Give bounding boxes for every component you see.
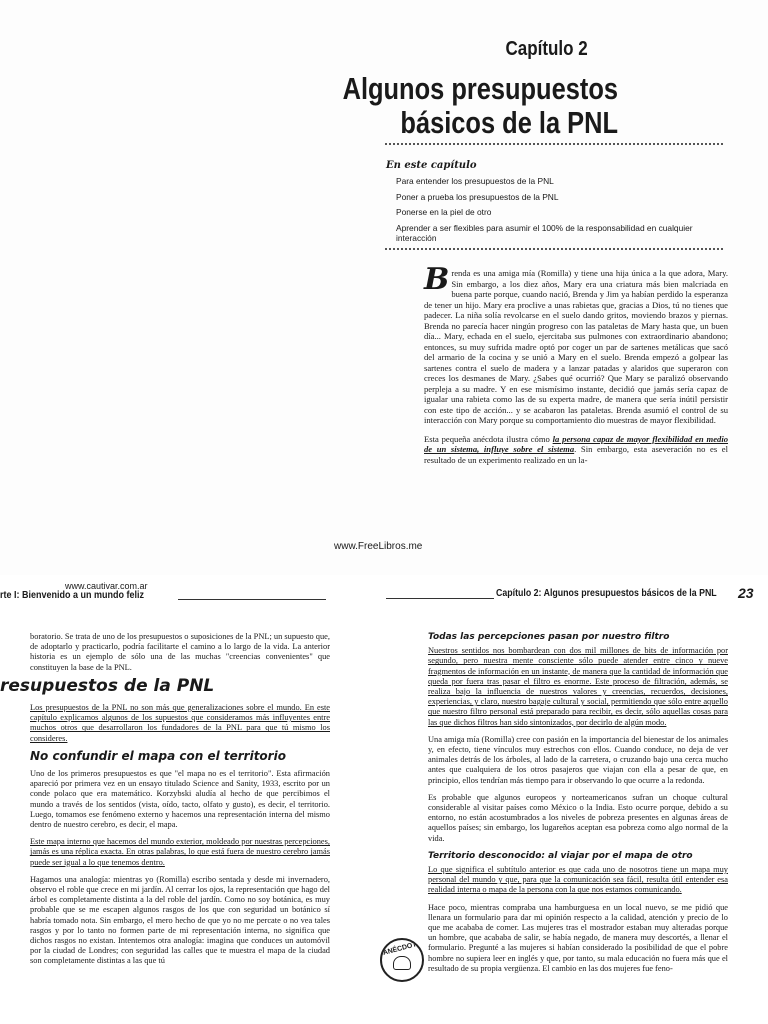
paragraph: Uno de los primeros presupuestos es que "el mapa no es el territorio". Esta afirmación apareció por primera vez en un ensayo titulado Science and Sanity, 1933, escrito por un conde polaco que era matemático. Korzybski aludía al hecho de que percibimos el mundo a través de los sentidos (vista, oído, tacto, olfato y gusto), es decir, el territorio. Luego, tomamos ese fenómeno externo y hacemos una representación interna del mismo dentro de nuestro cerebro, es decir, el mapa. (30, 769, 330, 830)
in-chapter-list (396, 176, 726, 249)
in-chapter-heading: En este capítulo (386, 160, 477, 171)
list-item: Para entender los presupuestos de la PNL (396, 176, 554, 186)
right-column (428, 632, 728, 981)
drop-cap: B (424, 262, 450, 297)
anecdote-icon (380, 938, 424, 982)
story-emphasis: la persona capaz de mayor flexibilidad en medio de un sistema, influye sobre el sistema (424, 433, 729, 454)
chapter-label: Capítulo 2 (505, 38, 588, 60)
paragraph: boratorio. Se trata de uno de los presupuestos o suposiciones de la PNL; un supuesto que, de adoptarlo y practicarlo, podría facilitarte el camino a lo largo de la vida. La anterior historia es un ejemplo de sólo una de las muchas "creencias convenientes" que constituyen la base de la PNL. (30, 632, 330, 672)
paragraph: Nuestros sentidos nos bombardean con dos mil millones de bits de información por segundo, pero nuestra mente consciente sólo puede atender entre cinco y nueve fragmentos de información en un instante, de manera que la cantidad de información que queda por fuera tras pasar el filtro es enorme. Este proceso de filtración, además, se realiza bajo la influencia de nuestros valores y creencias, recuerdos, decisiones, experiencias, y claro, nuestro bagaje cultural y social, permitiendo que sólo entre aquello que nuestro filtro personal está preparado para recibir, es decir, sólo aquellas cosas para las que dichos filtros han sido sintonizados, por decirlo de algún modo. (428, 646, 728, 727)
watermark-cautivar[interactable]: www.cautivar.com.ar (65, 581, 148, 591)
left-column (0, 632, 330, 974)
dotted-divider (385, 143, 723, 145)
subsection-heading: Todas las percepciones pasan por nuestro filtro (428, 632, 670, 642)
face-icon (393, 956, 411, 970)
header-rule (386, 598, 494, 599)
list-item: Aprender a ser flexibles para asumir el 100% de la responsabilidad en cualquier interacción (396, 222, 693, 243)
right-running-header: Capítulo 2: Algunos presupuestos básicos de la PNL (496, 588, 717, 599)
subsection-heading: Territorio desconocido: al viajar por el mapa de otro (428, 850, 693, 861)
header-rule (178, 599, 326, 600)
subsection-heading: No confundir el mapa con el territorio (30, 748, 286, 763)
paragraph: Es probable que algunos europeos y norteamericanos sufran un choque cultural considerable al visitar países como México o la India. Esto ocurre porque, debido a su entorno, no están acostumbrados a los niveles de pobreza presentes en algunas áreas de aquellos países; sin embargo, los lugareños aceptan esa pobreza como algo normal de la vida. (428, 792, 728, 843)
story-paragraph: renda es una amiga mía (Romilla) y tiene una hija única a la que adora, Mary. Sin embargo, a los diez años, Mary era una criatura más bien malcriada en buena parte porque, cuando nació, Brenda y Jim ya habían perdido la esperanza de tener un hijo. Mary era proclive a unas rabietas que, gracias a Dios, tú no tienes que padecer. La niña solía revolcarse en el suelo dando gritos, moviendo brazos y piernas. Brenda no parecía hacer ningún progreso con las pataletas de Mary hasta que, un buen día... Mary, echada en el suelo, ejercitaba sus pulmones con extraordinario abandono; entonces, su muy sufrida madre optó por coger un par de sartenes metálicas que sacó del armario de la cocina y se unió a Mary en el suelo. Brenda empezó a golpear las sartenes contra el suelo de madera y a lanzar patadas y alaridos que superaron con creces los desmanes de Mary. ¿Sabes qué ocurrió? Que Mary se paralizó observando perpleja a su madre. Y en ese mismísimo instante, decidió que jamás sería capaz de igualar una rabieta como las de su experta madre, de manera que sería inútil persistir con este tipo de acción... y se acabaron las pataletas. Brenda asumió el control de su interacción con Mary porque su comportamiento dio muestras de mayor flexibilidad. (424, 268, 728, 425)
list-item: Poner a prueba los presupuestos de la PNL (396, 191, 559, 202)
left-running-header: rte I: Bienvenido a un mundo feliz (0, 590, 145, 601)
dotted-divider (385, 248, 723, 250)
paragraph: Hace poco, mientras compraba una hamburguesa en un local nuevo, se me pidió que llenara un formulario para dar mi opinión respecto a la calidad, atención y precio de lo que me acababa de comer. Las mujeres tras el mostrador estaban muy alteradas porque un hombre, que acababa de salir, se había negado, de manera muy descortés, a llenar el formulario. Pregunté a las mujeres si habían considerado la posibilidad de que el pobre hombre no supiera leer en inglés y que, por tanto, su mala educación no fuera más que el resultado de su propia vergüenza. El cambio en las dos mujeres fue feno- (428, 902, 728, 973)
chapter-title: Algunos presupuestos básicos de la PNL (342, 71, 618, 140)
paragraph: Hagamos una analogía: mientras yo (Romilla) escribo sentada y desde mi invernadero, observo el roble que crece en mi jardín. Al cerrar los ojos, la representación que hago del árbol es completamente distinta a la del roble del jardín. Como no soy botánica, es muy probable que se me escapen algunos rasgos de los que con seguridad un botánico sí habría tomado nota. Sin embargo, el mero hecho de que yo no me percate o no vea tales rasgos y por lo tanto no formen parte de mi representación interna, no significa que dichos rasgos no existan. Intentemos otra analogía: imagina que conduces un automóvil por la ciudad de Londres; con seguridad las calles que te muestra el mapa de la ciudad son completamente distintas a las que tú (30, 874, 330, 966)
paragraph: Los presupuestos de la PNL no son más que generalizaciones sobre el mundo. En este capítulo explicamos algunos de los supuestos que consideramos más influyentes entre muchos otros que desarrollaron los fundadores de la PNL para que tú mismo los consideres. (30, 703, 330, 743)
story-text: . Sin embargo, esta aseveración no es el resultado de un experimento realizado en un la- (424, 444, 728, 465)
paragraph: Una amiga mía (Romilla) cree con pasión en la importancia del bienestar de los animales y, en efecto, tiene vínculos muy estrechos con ellos. Cuando conduce, no deja de ver animales detrás de los árboles, al lado de la carretera, o cruzando bajo una cerca mucho antes que cualquiera de los otros pasajeros que viajan con ella a pesar de que, en principio, ellos tendrían más tiempo para ir observando lo que ocurre a la redonda. (428, 734, 728, 785)
list-item: Ponerse en la piel de otro (396, 207, 492, 217)
watermark-freelibros[interactable]: www.FreeLibros.me (334, 541, 423, 552)
paragraph: Este mapa interno que hacemos del mundo exterior, moldeado por nuestras percepciones, jamás es una réplica exacta. En otras palabras, lo que está fuera de nuestro cerebro jamás puede ser igual a lo que tenemos dentro. (30, 837, 330, 867)
anecdote-label: ANÉCDOTA (382, 940, 422, 957)
story-text: Esta pequeña anécdota ilustra cómo (424, 433, 553, 444)
paragraph: Lo que significa el subtítulo anterior es que cada uno de nosotros tiene un mapa muy personal del mundo y que, para que la comunicación sea fácil, resulta útil entender esa realidad interna o mapa de la persona con la que nos estamos comunicando. (428, 865, 728, 895)
section-heading: resupuestos de la PNL (0, 675, 215, 696)
page-number: 23 (738, 585, 754, 601)
opening-story (424, 262, 729, 473)
